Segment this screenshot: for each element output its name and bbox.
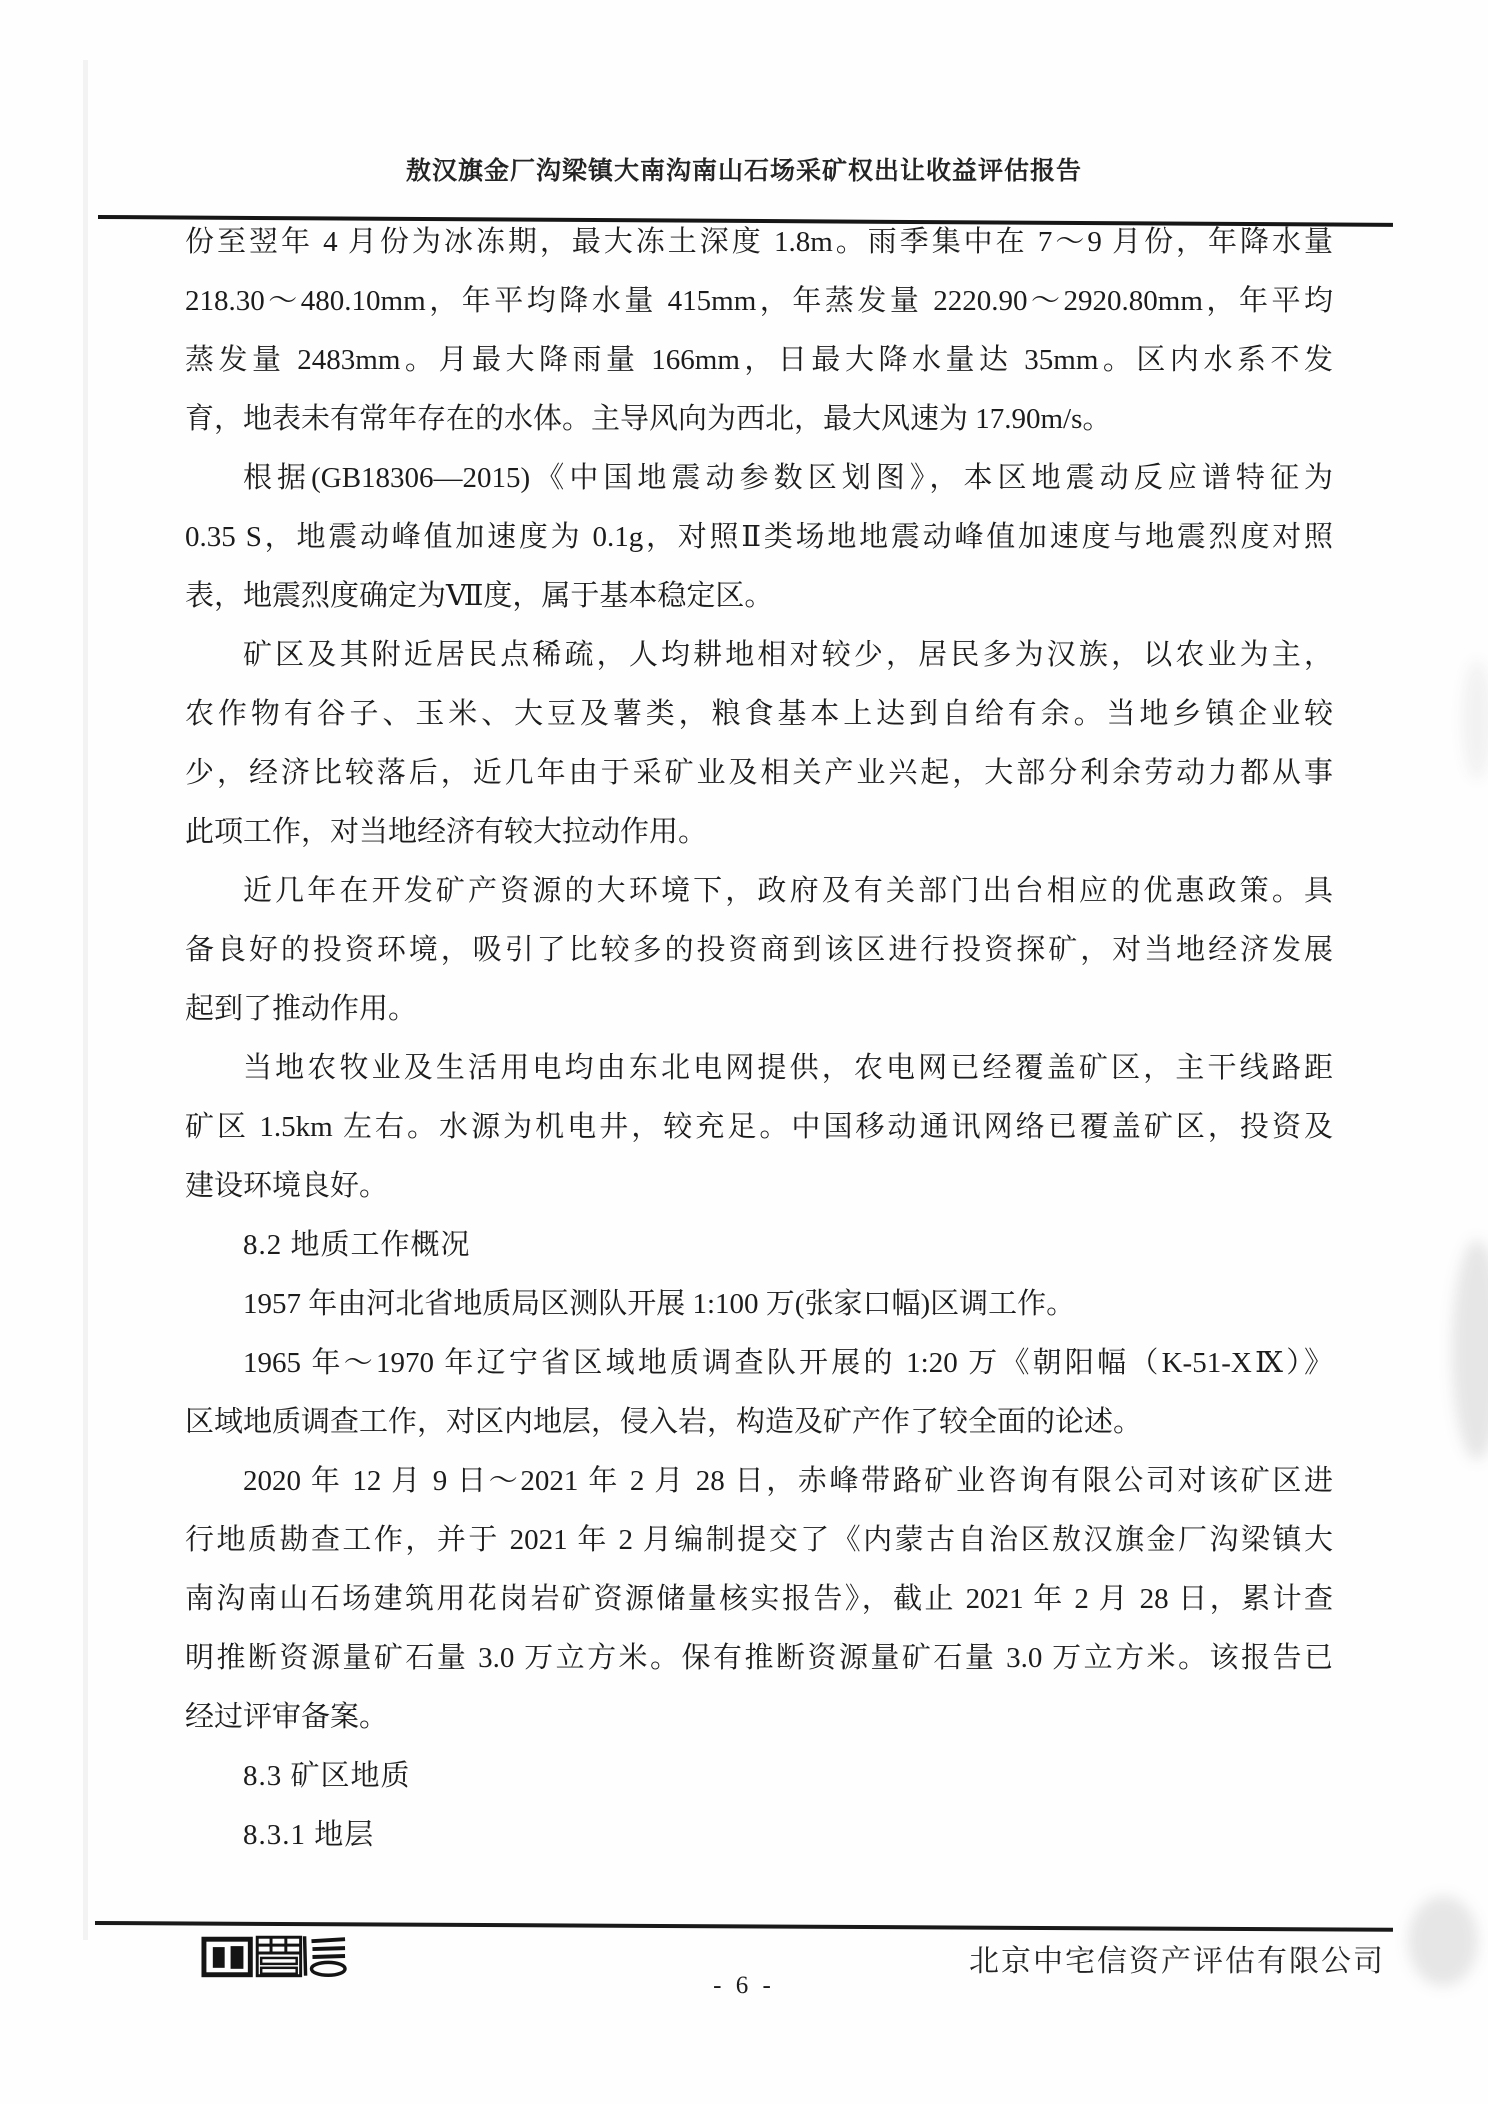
page-header-title: 敖汉旗金厂沟梁镇大南沟南山石场采矿权出让收益评估报告 xyxy=(405,158,1082,185)
text-line: 0.35 S，地震动峰值加速度为 0.1g，对照Ⅱ类场地地震动峰值加速度与地震烈度对照 xyxy=(185,521,1333,553)
text-line: 育，地表未有常年存在的水体。主导风向为西北，最大风速为 17.90m/s。 xyxy=(185,403,1112,435)
text-line: 份至翌年 4 月份为冰冻期，最大冻土深度 1.8m。雨季集中在 7～9 月份，年降水量 xyxy=(185,226,1333,258)
document-body xyxy=(185,213,1333,1865)
text-line: 矿区及其附近居民点稀疏，人均耕地相对较少，居民多为汉族，以农业为主， xyxy=(243,639,1333,671)
scan-smudge xyxy=(1462,660,1488,780)
section-heading: 8.3.1 地层 xyxy=(243,1819,375,1851)
text-line: 区域地质调查工作，对区内地层，侵入岩，构造及矿产作了较全面的论述。 xyxy=(185,1406,1143,1438)
text-line: 此项工作，对当地经济有较大拉动作用。 xyxy=(185,816,708,848)
text-line: 经过评审备案。 xyxy=(185,1701,389,1733)
text-line: 起到了推动作用。 xyxy=(185,993,418,1025)
text-line: 218.30～480.10mm，年平均降水量 415mm，年蒸发量 2220.90～2920.80mm，年平均 xyxy=(185,285,1333,317)
section-heading: 8.3 矿区地质 xyxy=(243,1760,411,1792)
text-line: 备良好的投资环境，吸引了比较多的投资商到该区进行投资探矿，对当地经济发展 xyxy=(185,934,1333,966)
text-line: 农作物有谷子、玉米、大豆及薯类，粮食基本上达到自给有余。当地乡镇企业较 xyxy=(185,698,1333,730)
scan-edge-streak xyxy=(83,60,88,1940)
text-line: 行地质勘查工作，并于 2021 年 2 月编制提交了《内蒙古自治区敖汉旗金厂沟梁镇大 xyxy=(185,1524,1333,1556)
text-line: 少，经济比较落后，近几年由于采矿业及相关产业兴起，大部分利余劳动力都从事 xyxy=(185,757,1333,789)
scan-smudge xyxy=(1408,1896,1478,1986)
text-line: 明推断资源量矿石量 3.0 万立方米。保有推断资源量矿石量 3.0 万立方米。该报告已 xyxy=(185,1642,1333,1674)
footer-company-name: 北京中宅信资产评估有限公司 xyxy=(969,1945,1385,1978)
text-line: 近几年在开发矿产资源的大环境下，政府及有关部门出台相应的优惠政策。具 xyxy=(243,875,1333,907)
text-line: 矿区 1.5km 左右。水源为机电井，较充足。中国移动通讯网络已覆盖矿区，投资及 xyxy=(185,1111,1333,1143)
text-line: 1965 年～1970 年辽宁省区域地质调查队开展的 1:20 万《朝阳幅（K-51-XⅨ）》 xyxy=(243,1347,1333,1379)
text-line: 建设环境良好。 xyxy=(185,1170,389,1202)
text-line: 2020 年 12 月 9 日～2021 年 2 月 28 日，赤峰带路矿业咨询有限公司对该矿区进 xyxy=(243,1465,1333,1497)
section-heading: 8.2 地质工作概况 xyxy=(243,1229,471,1261)
text-line: 根据(GB18306—2015)《中国地震动参数区划图》，本区地震动反应谱特征为 xyxy=(243,462,1333,494)
text-line: 1957 年由河北省地质局区测队开展 1:100 万(张家口幅)区调工作。 xyxy=(243,1288,1076,1320)
scan-smudge xyxy=(1452,1240,1488,1460)
text-line: 当地农牧业及生活用电均由东北电网提供，农电网已经覆盖矿区，主干线路距 xyxy=(243,1052,1333,1084)
text-line: 表，地震烈度确定为Ⅶ度，属于基本稳定区。 xyxy=(185,580,774,612)
page-number: - 6 - xyxy=(713,1972,775,1999)
text-line: 南沟南山石场建筑用花岗岩矿资源储量核实报告》，截止 2021 年 2 月 28 日，累计查 xyxy=(185,1583,1333,1615)
text-line: 蒸发量 2483mm。月最大降雨量 166mm，日最大降水量达 35mm。区内水系不发 xyxy=(185,344,1333,376)
